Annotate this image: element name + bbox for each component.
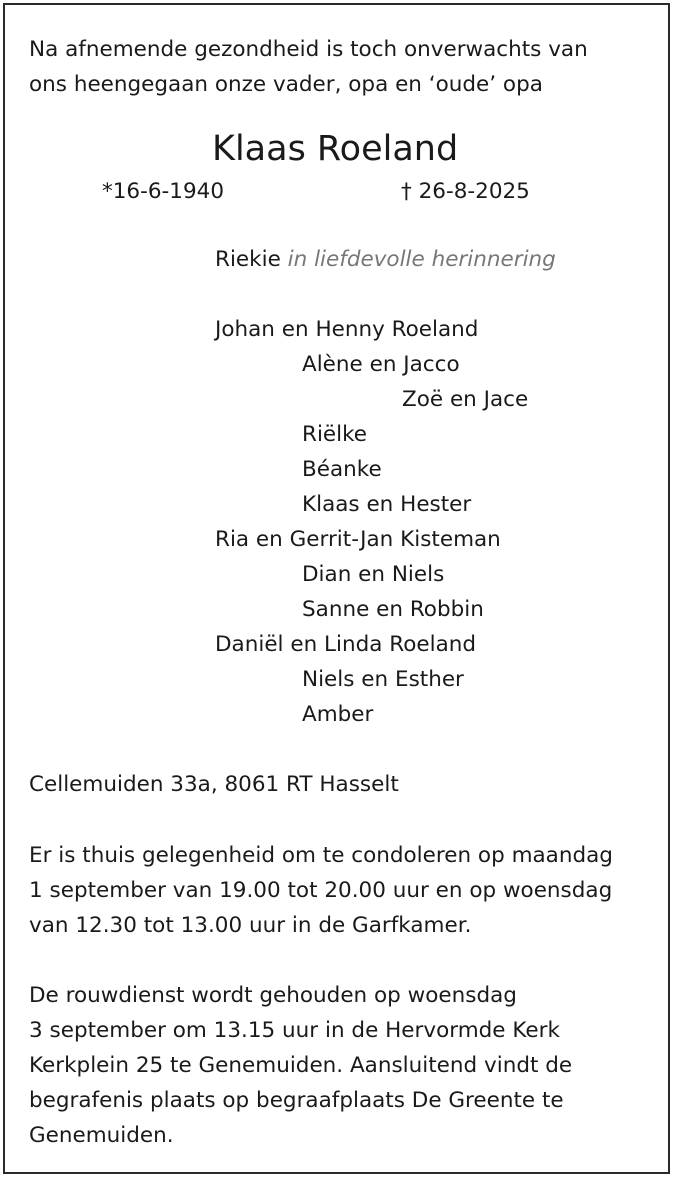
spouse-line [215, 242, 556, 277]
family-member: Zoë en Jace [402, 387, 529, 412]
family-member: Béanke [302, 457, 382, 482]
birth-date: *16-6-1940 [102, 179, 225, 204]
condolence-line-2: 1 september van 19.00 tot 20.00 uur en op woensdag [29, 878, 613, 903]
family-member: Klaas en Hester [302, 492, 472, 517]
service-line-1: De rouwdienst wordt gehouden op woensdag [29, 983, 517, 1008]
family-member: Daniël en Linda Roeland [215, 632, 477, 657]
service-line-2: 3 september om 13.15 uur in de Hervormde Kerk [29, 1018, 560, 1043]
address: Cellemuiden 33a, 8061 RT Hasselt [29, 772, 399, 797]
family-member: Dian en Niels [302, 562, 445, 587]
service-line-4: begrafenis plaats op begraafplaats De Greente te [29, 1088, 564, 1113]
deceased-name: Klaas Roeland [212, 129, 459, 169]
intro-line-1: Na afnemende gezondheid is toch onverwachts van [29, 37, 588, 62]
family-member: Niels en Esther [302, 667, 464, 692]
spouse-note: in liefdevolle herinnering [287, 247, 556, 272]
family-member: Alène en Jacco [302, 352, 460, 377]
service-line-3: Kerkplein 25 te Genemuiden. Aansluitend vindt de [29, 1053, 573, 1078]
family-member: Amber [302, 702, 374, 727]
family-member: Ria en Gerrit-Jan Kisteman [215, 527, 501, 552]
condolence-line-1: Er is thuis gelegenheid om te condoleren op maandag [29, 843, 613, 868]
condolence-line-3: van 12.30 tot 13.00 uur in de Garfkamer. [29, 913, 472, 938]
family-member: Sanne en Robbin [302, 597, 484, 622]
death-date: † 26-8-2025 [401, 179, 530, 204]
spouse-name: Riekie [215, 247, 281, 272]
family-member: Riëlke [302, 422, 368, 447]
intro-line-2: ons heengegaan onze vader, opa en ‘oude’ opa [29, 72, 543, 97]
family-member: Johan en Henny Roeland [215, 317, 479, 342]
service-line-5: Genemuiden. [29, 1123, 174, 1148]
